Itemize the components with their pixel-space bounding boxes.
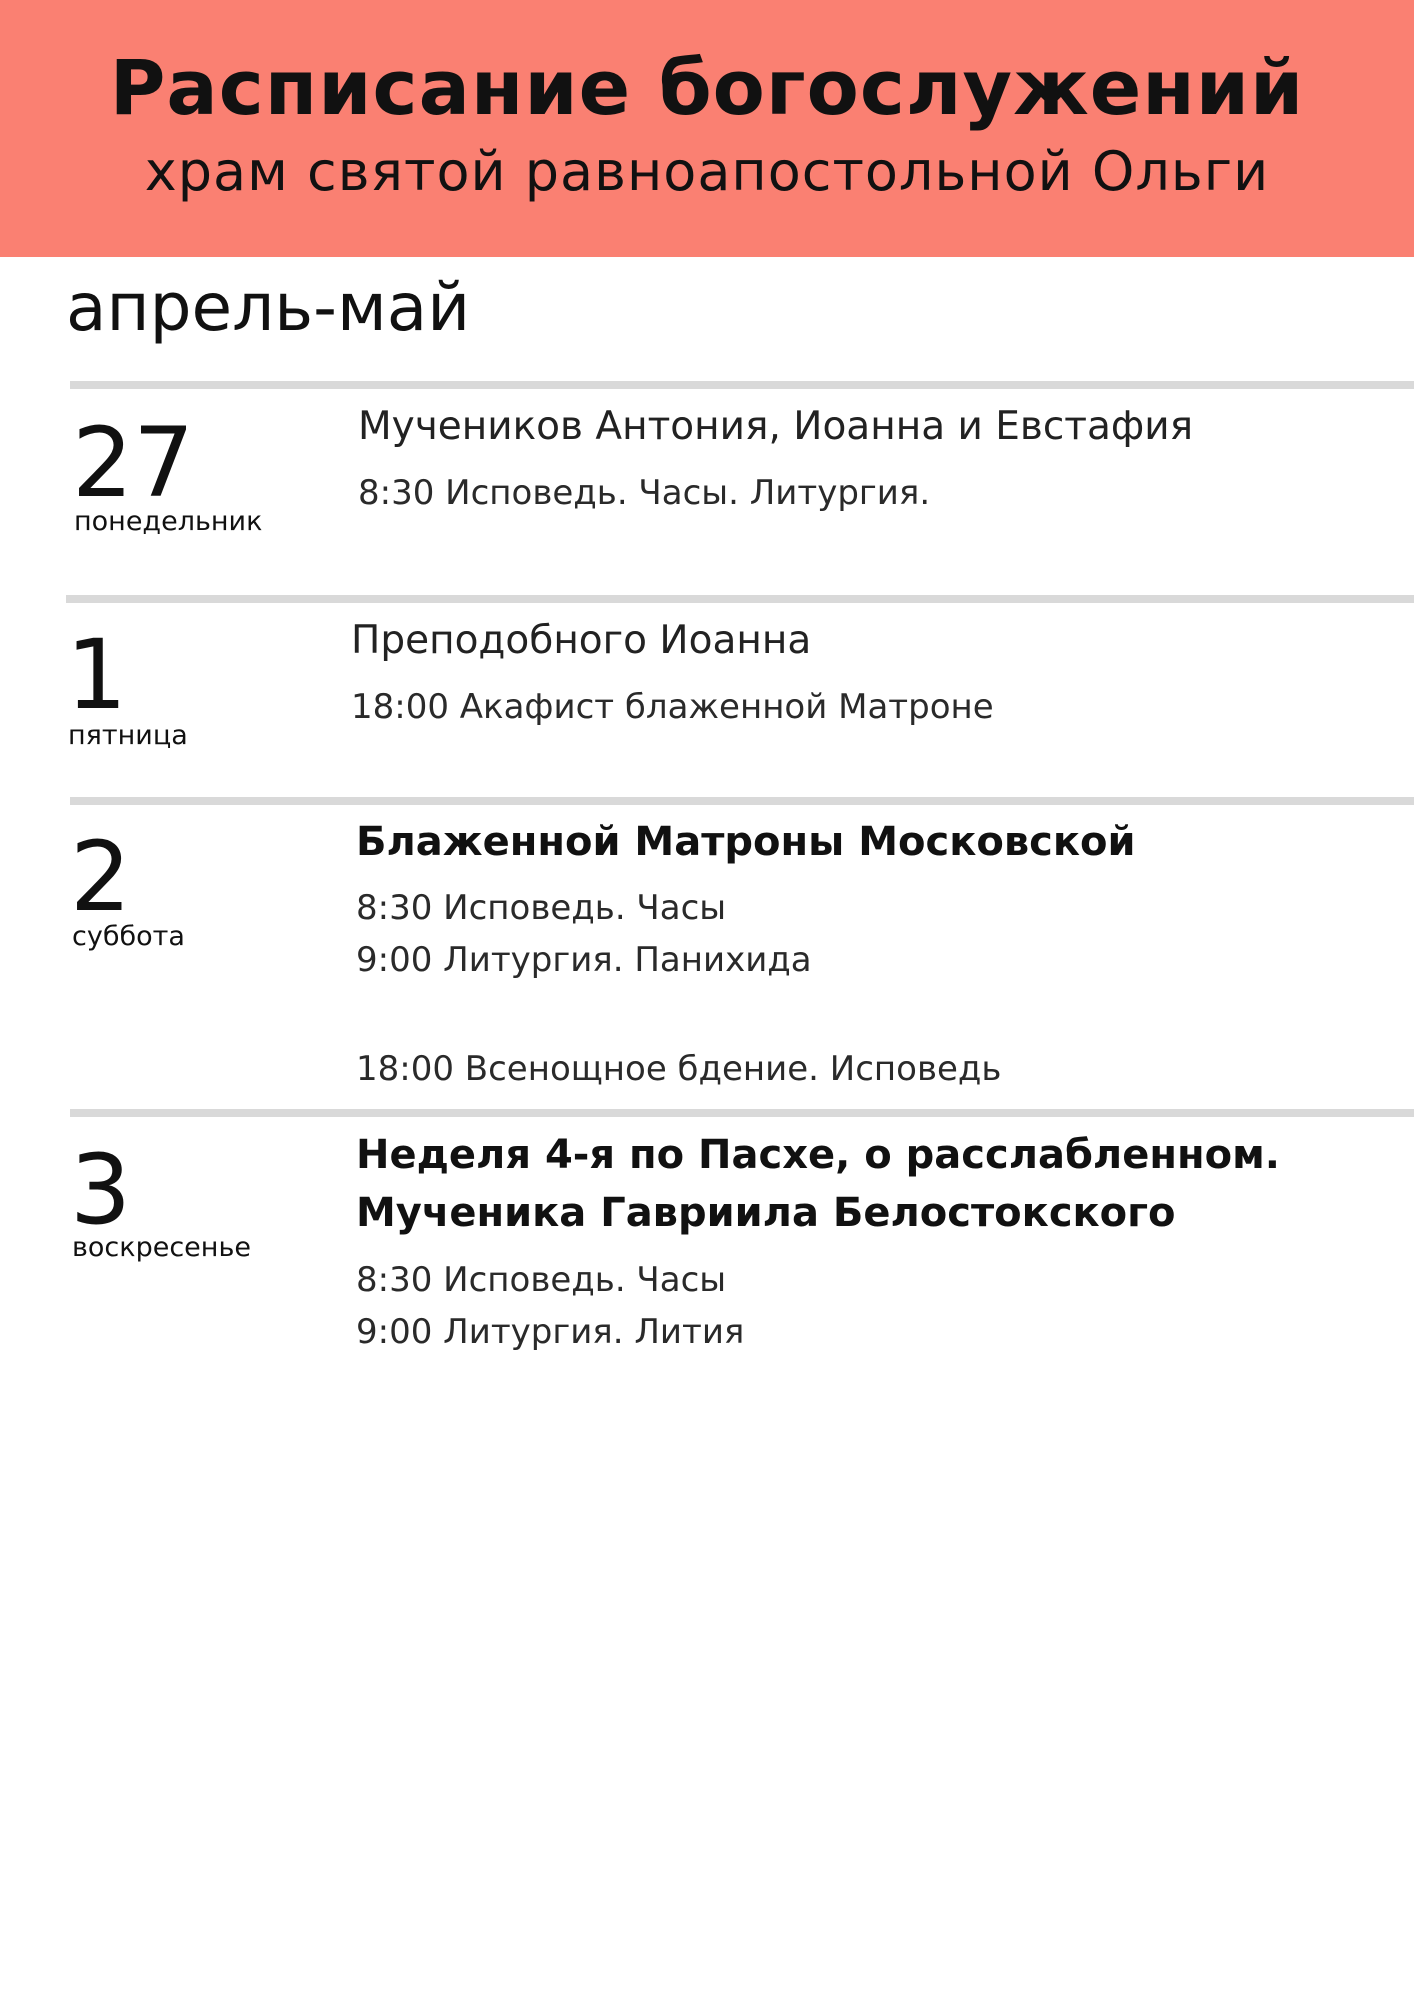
feast-title: Мучеников Антония, Иоанна и Евстафия — [358, 404, 1194, 449]
feast-title: Мученика Гавриила Белостокского — [356, 1190, 1176, 1236]
period-label: апрель-май — [66, 269, 471, 346]
divider — [70, 381, 1414, 389]
day-number: 2 — [70, 821, 132, 933]
divider — [66, 595, 1414, 603]
service-line: 18:00 Акафист блаженной Матроне — [351, 687, 994, 727]
service-line: 9:00 Литургия. Панихида — [356, 940, 812, 980]
page-title: Расписание богослужений — [109, 43, 1305, 132]
service-line: 8:30 Исповедь. Часы — [356, 1260, 727, 1300]
service-line: 18:00 Всенощное бдение. Исповедь — [356, 1049, 1002, 1089]
feast-title: Блаженной Матроны Московской — [356, 819, 1136, 865]
weekday: понедельник — [74, 506, 263, 537]
feast-title: Неделя 4-я по Пасхе, о расслабленном. — [356, 1132, 1281, 1178]
divider — [70, 1109, 1414, 1117]
weekday: пятница — [68, 720, 188, 751]
day-number: 3 — [70, 1134, 132, 1246]
weekday: воскресенье — [72, 1232, 251, 1263]
service-line: 8:30 Исповедь. Часы — [356, 888, 727, 928]
weekday: суббота — [72, 921, 185, 952]
feast-title: Преподобного Иоанна — [351, 618, 812, 663]
service-line: 9:00 Литургия. Лития — [356, 1312, 745, 1352]
day-number: 1 — [66, 619, 128, 731]
page-subtitle: храм святой равноапостольной Ольги — [144, 140, 1270, 203]
divider — [70, 797, 1414, 805]
service-line: 8:30 Исповедь. Часы. Литургия. — [358, 473, 931, 513]
day-number: 27 — [72, 407, 195, 519]
header-banner — [0, 0, 1414, 257]
